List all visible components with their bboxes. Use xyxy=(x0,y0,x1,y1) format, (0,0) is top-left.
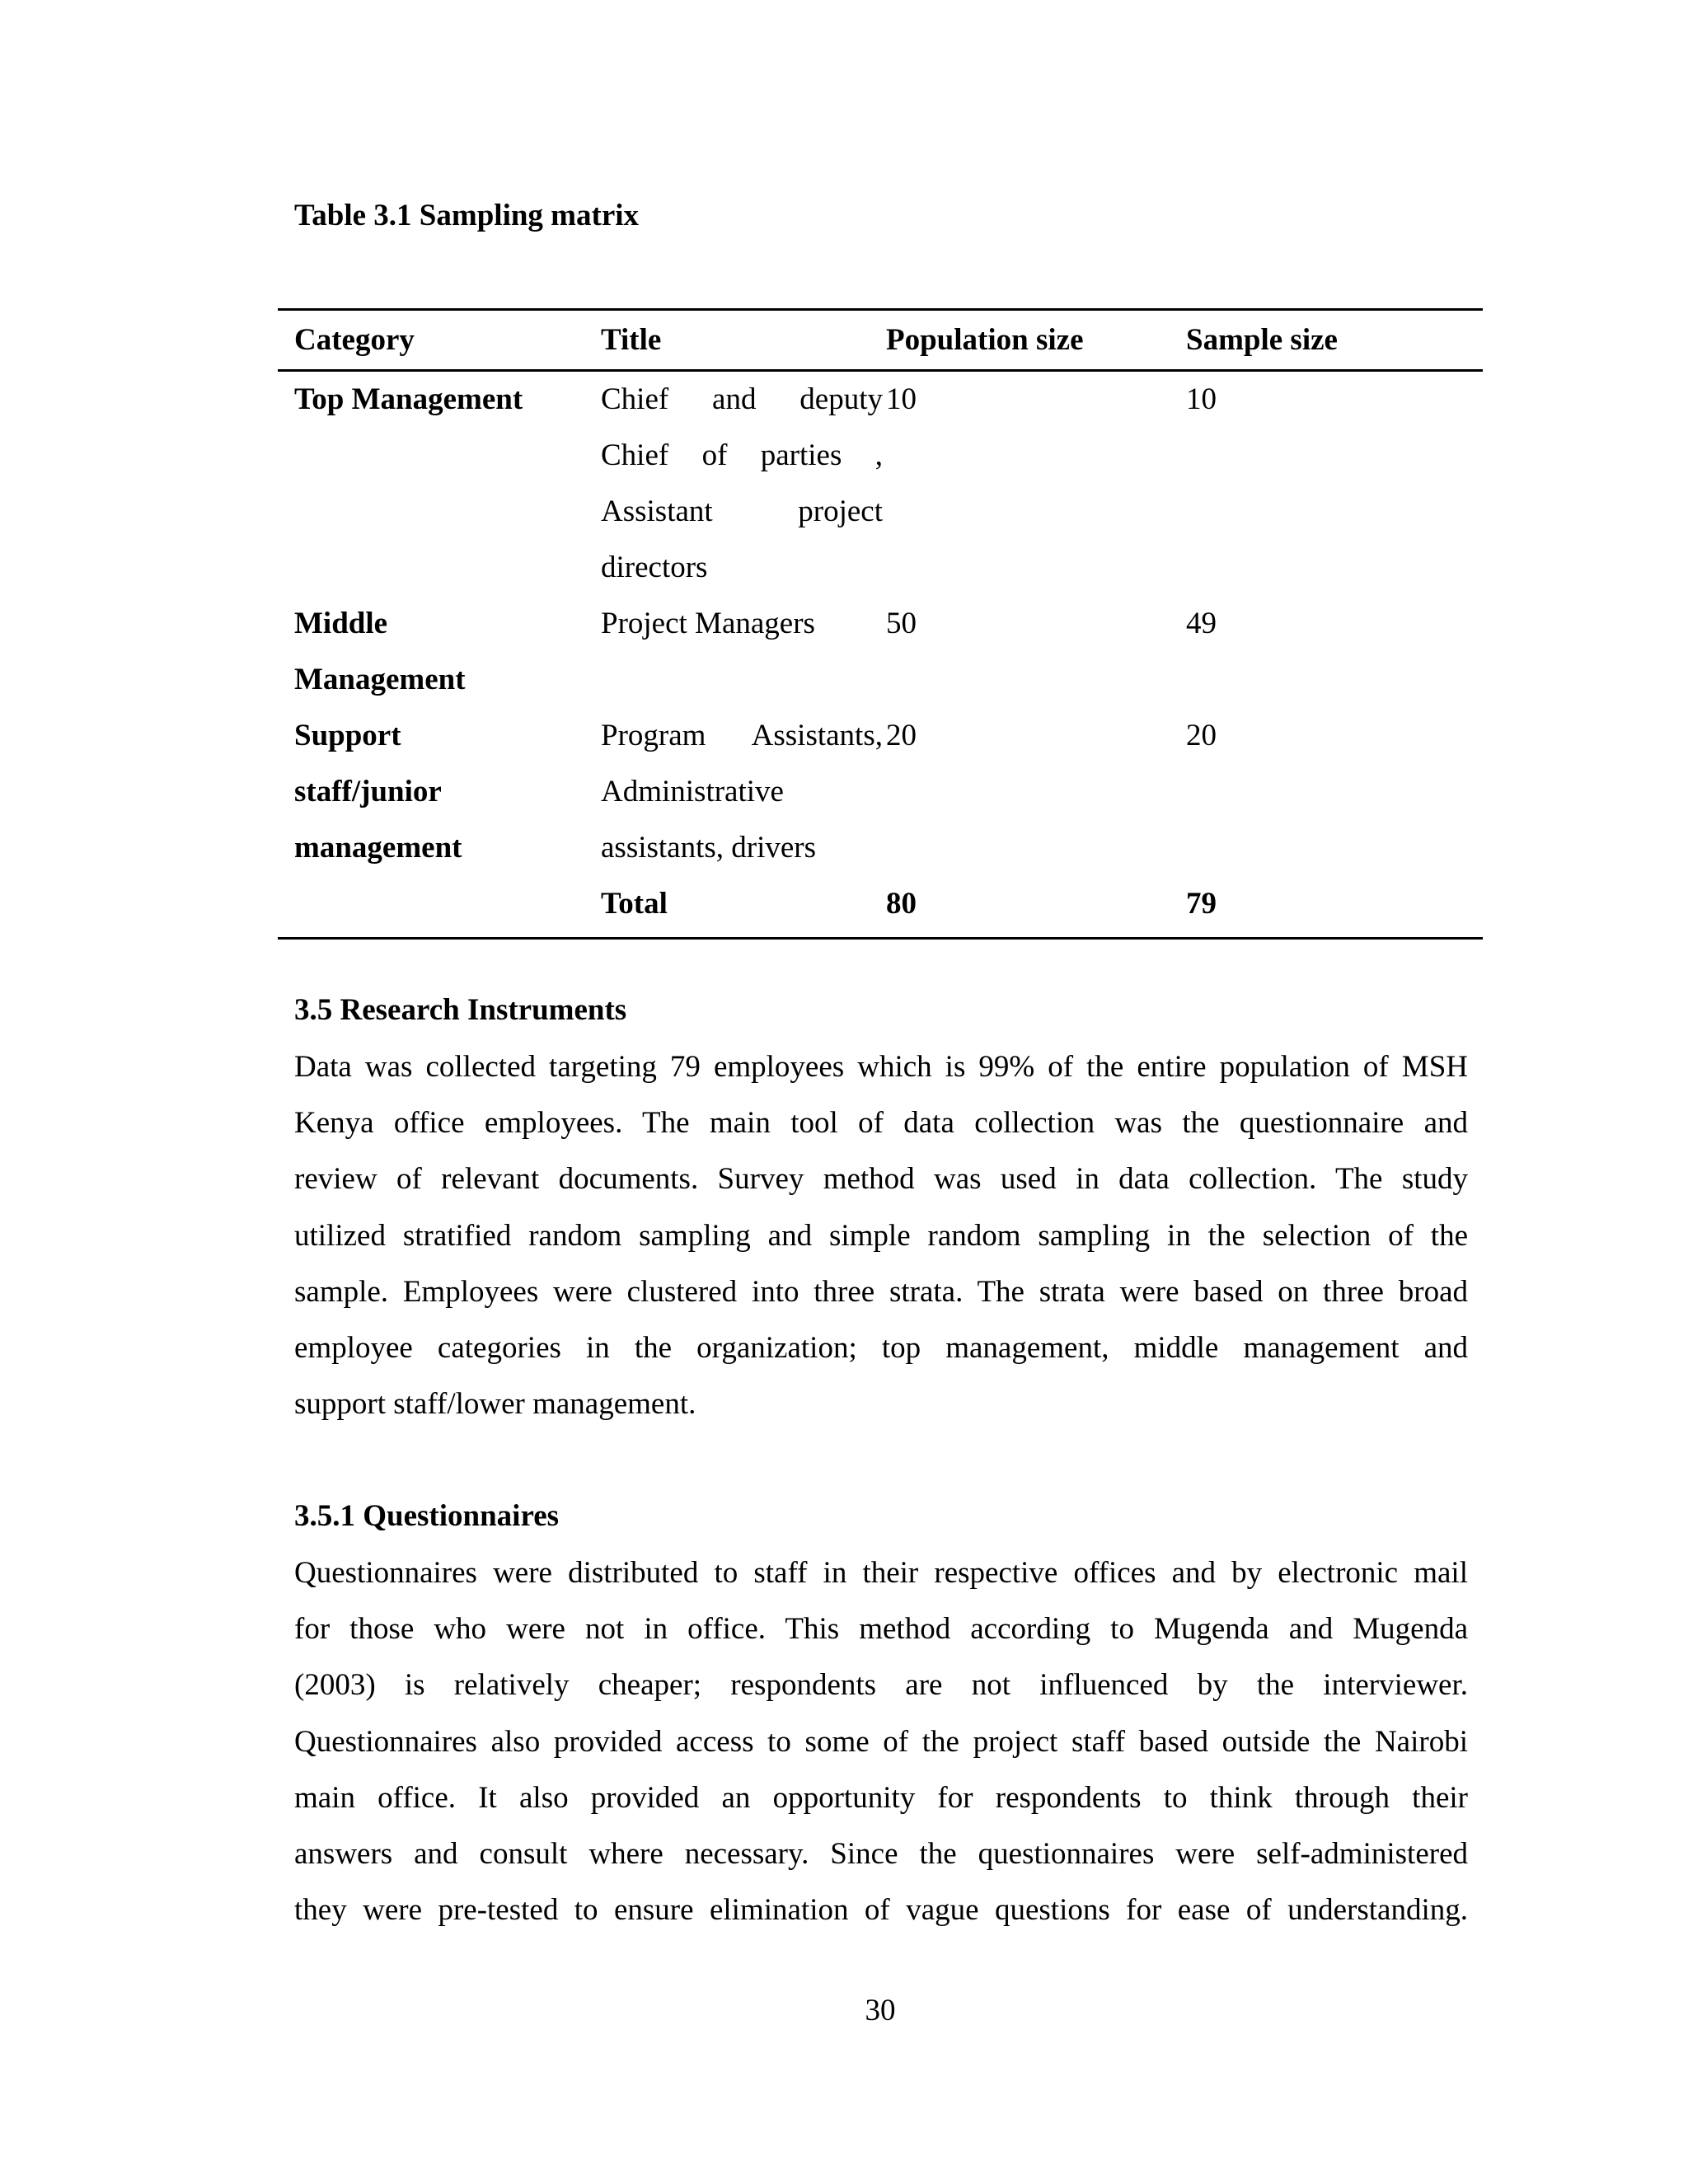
row-population-size: 50 xyxy=(886,607,917,640)
total-sample-size: 79 xyxy=(1186,887,1217,921)
table-row xyxy=(278,596,1483,708)
page-number: 30 xyxy=(865,1994,896,2027)
total-population-size: 80 xyxy=(886,887,917,921)
paragraph-line: Questionnaires also provided access to some of the project staff based outside the Nairobi xyxy=(294,1724,1468,1759)
paragraph-line: employee categories in the organization; top management, middle management and xyxy=(294,1331,1468,1366)
row-population-size: 20 xyxy=(886,719,917,752)
row-category xyxy=(278,708,584,876)
header-category: Category xyxy=(294,322,415,357)
row-category xyxy=(278,596,584,708)
total-category-empty xyxy=(278,876,584,932)
row-title xyxy=(584,372,883,596)
row-category xyxy=(278,372,584,596)
category-line: staff/junior xyxy=(294,775,442,808)
header-population-size: Population size xyxy=(886,322,1084,357)
table-row xyxy=(278,708,1483,876)
row-sample-size: 20 xyxy=(1186,719,1217,752)
header-title: Title xyxy=(601,322,662,357)
row-population-size: 10 xyxy=(886,382,917,416)
paragraph-line: answers and consult where necessary. Since the questionnaires were self-administered xyxy=(294,1837,1468,1872)
title-line: assistants, drivers xyxy=(601,831,817,865)
header-sample-size: Sample size xyxy=(1186,322,1338,357)
paragraph-line: Kenya office employees. The main tool of data collection was the questionnaire and xyxy=(294,1106,1468,1141)
row-sample-size: 10 xyxy=(1186,382,1217,416)
row-title xyxy=(584,708,883,876)
paragraph-line: they were pre-tested to ensure elimination of vague questions for ease of understanding. xyxy=(294,1893,1468,1928)
sampling-matrix-table xyxy=(278,308,1483,940)
section-heading-research-instruments: 3.5 Research Instruments xyxy=(294,993,627,1027)
table-caption: Table 3.1 Sampling matrix xyxy=(294,199,640,232)
paragraph-line: main office. It also provided an opportunity for respondents to think through their xyxy=(294,1780,1468,1815)
category-line: Middle xyxy=(294,607,388,640)
title-line: Program Assistants, xyxy=(601,719,883,752)
title-line: directors xyxy=(601,551,708,584)
row-title xyxy=(584,596,883,708)
table-total-row xyxy=(278,876,1483,932)
row-sample-size: 49 xyxy=(1186,607,1217,640)
title-line: Project Managers xyxy=(601,607,815,640)
paragraph-research-instruments xyxy=(294,1039,1468,1432)
category-line: Top Management xyxy=(294,382,523,416)
title-line: Chief and deputy xyxy=(601,382,883,416)
section-heading-questionnaires: 3.5.1 Questionnaires xyxy=(294,1499,560,1533)
table-bottom-rule xyxy=(278,937,1483,940)
title-line: Chief of parties , xyxy=(601,438,883,472)
table-body xyxy=(278,372,1483,937)
paragraph-line: support staff/lower management. xyxy=(294,1387,696,1422)
title-line: Administrative xyxy=(601,775,784,808)
title-line: Assistant project xyxy=(601,494,883,528)
paragraph-line: (2003) is relatively cheaper; respondents are not influenced by the interviewer. xyxy=(294,1668,1468,1703)
category-line: Support xyxy=(294,719,401,752)
table-header-row xyxy=(278,311,1483,369)
category-line: Management xyxy=(294,663,466,696)
paragraph-questionnaires xyxy=(294,1545,1468,1938)
paragraph-line: for those who were not in office. This method according to Mugenda and Mugenda xyxy=(294,1612,1468,1647)
paragraph-line: utilized stratified random sampling and simple random sampling in the selection of the xyxy=(294,1218,1468,1253)
paragraph-line: Questionnaires were distributed to staff in their respective offices and by electronic mail xyxy=(294,1556,1468,1590)
paragraph-line: Data was collected targeting 79 employees which is 99% of the entire population of MSH xyxy=(294,1050,1468,1084)
category-line: management xyxy=(294,831,462,865)
table-row xyxy=(278,372,1483,596)
paragraph-line: sample. Employees were clustered into three strata. The strata were based on three broad xyxy=(294,1274,1468,1309)
paragraph-line: review of relevant documents. Survey method was used in data collection. The study xyxy=(294,1162,1468,1197)
total-label: Total xyxy=(601,887,668,921)
